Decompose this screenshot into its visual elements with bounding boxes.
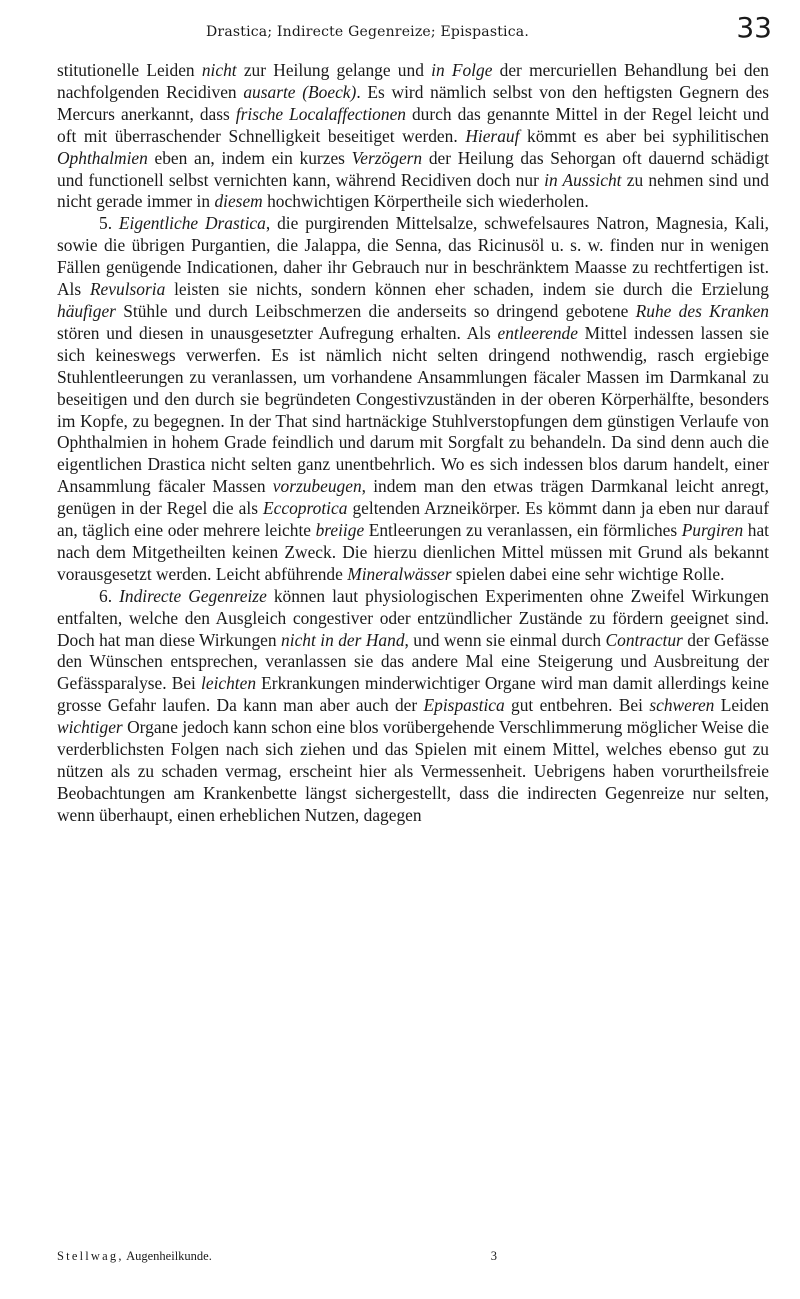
text-run: zu nehmen sind und nicht gerade immer in (57, 169, 769, 212)
text-run: durch das genannte Mittel in der Regel leicht und oft mit überraschender Schnelligkeit beseitiget werden. (57, 103, 769, 146)
emphasis-text: Ruhe des Kranken (635, 300, 769, 321)
paragraph (57, 60, 769, 213)
emphasis-text: Epispastica (423, 695, 505, 716)
emphasis-text: breiige (315, 520, 365, 541)
text-run: hat nach dem Mitgetheilten keinen Zweck. Die hierzu dienlichen Mittel müssen mit Grund als bekannt vorausgesetzt werden. Leicht abführende (57, 520, 769, 584)
text-run: hochwichtigen Körpertheile sich wiederholen. (262, 191, 589, 212)
text-run: stören und diesen in unausgesetzter Aufregung erhalten. Als (57, 322, 498, 343)
text-run: der mercuriellen Behandlung bei den nachfolgenden Recidiven (57, 60, 769, 102)
emphasis-text: nicht (201, 60, 237, 80)
emphasis-text: wichtiger (57, 717, 123, 738)
emphasis-text: Eccoprotica (263, 498, 348, 519)
text-run: der Gefässe den Wünschen entsprechen, veranlassen sie das andere Mal eine Steigerung und Ausbreitung der Gefässparalyse. Bei (57, 629, 769, 694)
emphasis-text: Purgiren (681, 520, 744, 541)
text-run: , und wenn sie einmal durch (404, 629, 606, 650)
text-run: stitutionelle Leiden (57, 60, 202, 80)
text-run: eben an, indem ein kurzes (147, 147, 352, 168)
text-run: Erkrankungen minderwichtiger Organe wird man damit allerdings keine grosse Gefahr laufen. Da kann man aber auch der (57, 673, 769, 716)
text-run: Organe jedoch kann schon eine blos vorübergehende Verschlimmerung möglicher Weise die verderblichsten Folgen nach sich ziehen und das Spielen mit einem Mittel, welches ebenso gut zu nützen als zu schaden vermag, erscheint hier als Vermessenheit. Uebrigens haben vorurtheilsfreie Beobachtungen am Krankenbette längst sichergestellt, dass die indirecten Gegenreize nur selten, wenn überhaupt, einen erheblichen Nutzen, dagegen (57, 717, 769, 825)
text-run: , die purgirenden Mittelsalze, schwefelsaures Natron, Magnesia, Kali, sowie die übrigen Purgantien, die Jalappa, die Senna, das Ricinusöl u. s. w. finden nur in wenigen Fällen genügende Indicationen, daher ihr Gebrauch nur in beschränktem Maasse zu rechtfertigen ist. Als (57, 213, 769, 300)
emphasis-text: ausarte (Boeck) (243, 81, 357, 102)
emphasis-text: Hierauf (465, 125, 520, 146)
text-run: leisten sie nichts, sondern können eher schaden, indem sie durch die Erzielung (165, 279, 769, 300)
emphasis-text: Eigentliche Drastica (118, 213, 266, 234)
emphasis-text: Ophthalmien (57, 147, 148, 168)
text-run: spielen dabei eine sehr wichtige Rolle. (451, 563, 725, 584)
emphasis-text: häufiger (57, 300, 116, 321)
emphasis-text: Verzögern (351, 147, 423, 168)
emphasis-text: diesem (214, 191, 263, 212)
text-run: der Heilung das Sehorgan oft dauernd schädigt und functionell selbst vernichten kann, während Recidiven doch nur (57, 147, 769, 190)
text-run: geltenden Arzneikörper. Es kömmt dann ja eben nur darauf an, täglich eine oder mehrere leichte (57, 498, 769, 541)
text-run: Entleerungen zu veranlassen, ein förmliches (364, 520, 682, 541)
emphasis-text: entleerende (497, 322, 578, 343)
running-header (168, 11, 772, 44)
emphasis-text: schweren (649, 695, 715, 716)
text-run: Stühle und durch Leibschmerzen die anderseits so dringend gebotene (115, 300, 636, 321)
emphasis-text: Indirecte Gegenreize (119, 585, 267, 606)
text-run: 6. (99, 585, 120, 606)
text-run: kömmt es aber bei syphilitischen (519, 125, 770, 146)
text-run: gut entbehren. Bei (504, 695, 650, 716)
footer-book-title: Augenheilkunde. (126, 1249, 212, 1263)
paragraph (57, 586, 769, 827)
emphasis-text: nicht in der Hand (281, 629, 405, 650)
emphasis-text: Mineralwässer (347, 563, 452, 584)
page-footer (57, 1248, 497, 1264)
footer-author: Stellwag, (57, 1249, 124, 1263)
running-title: Drastica; Indirecte Gegenreize; Epispastica. (206, 24, 529, 40)
text-run: , indem man den etwas trägen Darmkanal leicht anregt, genügen in der Regel die als (57, 476, 769, 519)
text-run: Mittel indessen lassen sie sich keineswegs verwerfen. Es ist nämlich nicht selten dringend nothwendig, rasch ergiebige Stuhlentleerungen zu veranlassen, um vorhandene Ansammlungen fäcaler Massen im Darmkanal zu beseitigen und den durch sie begründeten Congestivzuständen in der oberen Körperhälfte, besonders im Kopfe, zu begegnen. In der That sind hartnäckige Stuhlverstopfungen dem günstigen Verlaufe von Ophthalmien in hohem Grade feindlich und darum mit Sorgfalt zu behandeln. Da sind denn auch die eigentlichen Drastica nicht selten ganz unentbehrlich. Wo es sich indessen blos darum handelt, einer Ansammlung fäcaler Massen (57, 322, 769, 497)
emphasis-text: Contractur (605, 629, 683, 650)
emphasis-text: Revulsoria (89, 279, 166, 300)
paragraph (57, 213, 769, 585)
text-run: zur Heilung gelange und (236, 60, 432, 80)
body-text (57, 60, 769, 827)
text-run: 5. (99, 213, 119, 234)
footer-signature: 3 (490, 1249, 497, 1263)
emphasis-text: in Folge (431, 60, 493, 80)
text-run: können laut physiologischen Experimenten ohne Zweifel Wirkungen entfalten, welche den Ausgleich congestiver oder entzündlicher Zustände zu fördern geeignet sind. Doch hat man diese Wirkungen (57, 585, 769, 650)
text-run: Leiden (714, 695, 769, 716)
page-number: 33 (736, 11, 772, 44)
emphasis-text: frische Localaffectionen (235, 103, 406, 124)
emphasis-text: leichten (201, 673, 257, 694)
emphasis-text: in Aussicht (544, 169, 622, 190)
text-run: . Es wird nämlich selbst von den heftigsten Gegnern des Mercurs anerkannt, dass (57, 81, 769, 124)
emphasis-text: vorzubeugen (272, 476, 362, 497)
